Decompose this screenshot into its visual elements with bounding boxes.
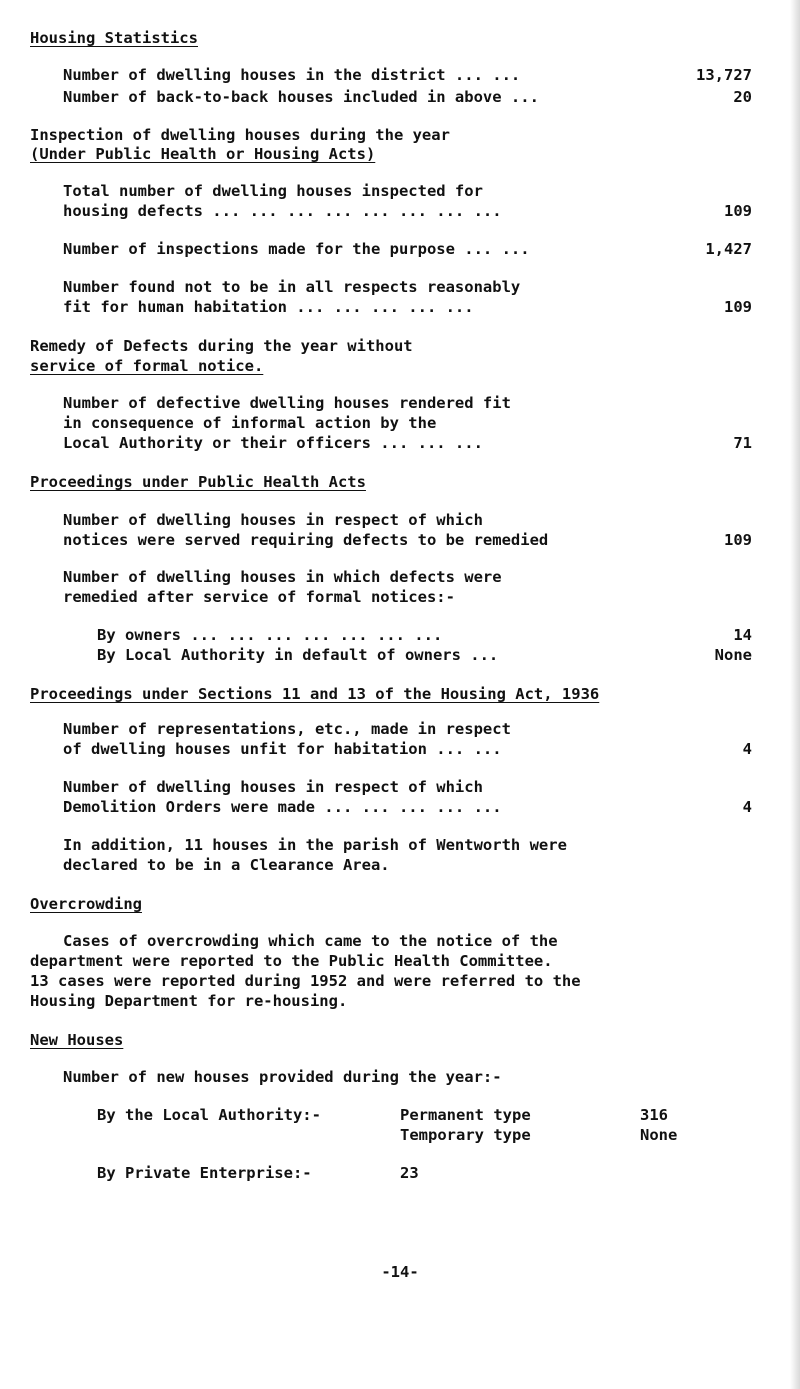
clearance-line1: In addition, 11 houses in the parish of Wentworth were bbox=[63, 836, 567, 854]
by-owners-label: By owners ... ... ... ... ... ... ... bbox=[97, 626, 443, 644]
rendered-fit-value: 71 bbox=[733, 434, 752, 452]
page-title: Housing Statistics bbox=[30, 29, 198, 47]
local-authority-label: By the Local Authority:- bbox=[97, 1106, 321, 1124]
demolition-line1: Number of dwelling houses in respect of which bbox=[63, 778, 483, 796]
inspections-label: Number of inspections made for the purpose ... ... bbox=[63, 240, 530, 258]
temporary-type-label: Temporary type bbox=[400, 1126, 531, 1144]
unfit-line2: fit for human habitation ... ... ... ... ... bbox=[63, 298, 474, 316]
remedy-heading-line2: service of formal notice. bbox=[30, 357, 264, 375]
dwellings-total-value: 13,727 bbox=[696, 66, 752, 84]
overcrowding-line1: Cases of overcrowding which came to the notice of the bbox=[63, 932, 558, 950]
by-local-authority-label: By Local Authority in default of owners ... bbox=[97, 646, 499, 664]
permanent-type-label: Permanent type bbox=[400, 1106, 531, 1124]
page-number: -14- bbox=[381, 1263, 419, 1281]
total-inspected-line1: Total number of dwelling houses inspected for bbox=[63, 182, 483, 200]
demolition-line2: Demolition Orders were made ... ... ... ... ... bbox=[63, 798, 502, 816]
new-houses-heading: New Houses bbox=[30, 1031, 124, 1049]
notices-line1: Number of dwelling houses in respect of which bbox=[63, 511, 483, 529]
notices-line2: notices were served requiring defects to be remedied bbox=[63, 531, 549, 549]
clearance-line2: declared to be in a Clearance Area. bbox=[63, 856, 390, 874]
private-enterprise-label: By Private Enterprise:- bbox=[97, 1164, 312, 1182]
representations-line1: Number of representations, etc., made in respect bbox=[63, 720, 511, 738]
back-to-back-value: 20 bbox=[733, 88, 752, 106]
rendered-fit-line3: Local Authority or their officers ... ... ... bbox=[63, 434, 483, 452]
total-inspected-line2: housing defects ... ... ... ... ... ... ... ... bbox=[63, 202, 502, 220]
permanent-type-value: 316 bbox=[640, 1106, 668, 1124]
rendered-fit-line1: Number of defective dwelling houses rendered fit bbox=[63, 394, 511, 412]
total-inspected-value: 109 bbox=[724, 202, 752, 220]
unfit-line1: Number found not to be in all respects reasonably bbox=[63, 278, 521, 296]
overcrowding-line2: department were reported to the Public Health Committee. bbox=[30, 952, 553, 970]
inspections-value: 1,427 bbox=[705, 240, 752, 258]
overcrowding-line4: Housing Department for re-housing. bbox=[30, 992, 348, 1010]
overcrowding-heading: Overcrowding bbox=[30, 895, 142, 913]
temporary-type-value: None bbox=[640, 1126, 678, 1144]
dwellings-total-label: Number of dwelling houses in the district ... ... bbox=[63, 66, 521, 84]
representations-value: 4 bbox=[742, 740, 752, 758]
by-local-authority-value: None bbox=[714, 646, 752, 664]
inspection-heading-line1: Inspection of dwelling houses during the year bbox=[30, 126, 450, 144]
unfit-value: 109 bbox=[724, 298, 752, 316]
notices-value: 109 bbox=[724, 531, 752, 549]
remedy-heading-line1: Remedy of Defects during the year without bbox=[30, 337, 413, 355]
overcrowding-line3: 13 cases were reported during 1952 and were referred to the bbox=[30, 972, 581, 990]
private-enterprise-value: 23 bbox=[400, 1164, 419, 1182]
rendered-fit-line2: in consequence of informal action by the bbox=[63, 414, 437, 432]
new-houses-intro: Number of new houses provided during the year:- bbox=[63, 1068, 502, 1086]
public-health-heading: Proceedings under Public Health Acts bbox=[30, 473, 366, 491]
demolition-value: 4 bbox=[742, 798, 752, 816]
remedied-line2: remedied after service of formal notices:- bbox=[63, 588, 455, 606]
page-edge-shadow bbox=[790, 0, 800, 1389]
remedied-line1: Number of dwelling houses in which defects were bbox=[63, 568, 502, 586]
housing-act-heading: Proceedings under Sections 11 and 13 of the Housing Act, 1936 bbox=[30, 685, 600, 703]
representations-line2: of dwelling houses unfit for habitation ... ... bbox=[63, 740, 502, 758]
back-to-back-label: Number of back-to-back houses included in above ... bbox=[63, 88, 539, 106]
by-owners-value: 14 bbox=[733, 626, 752, 644]
inspection-heading-line2: (Under Public Health or Housing Acts) bbox=[30, 145, 376, 163]
